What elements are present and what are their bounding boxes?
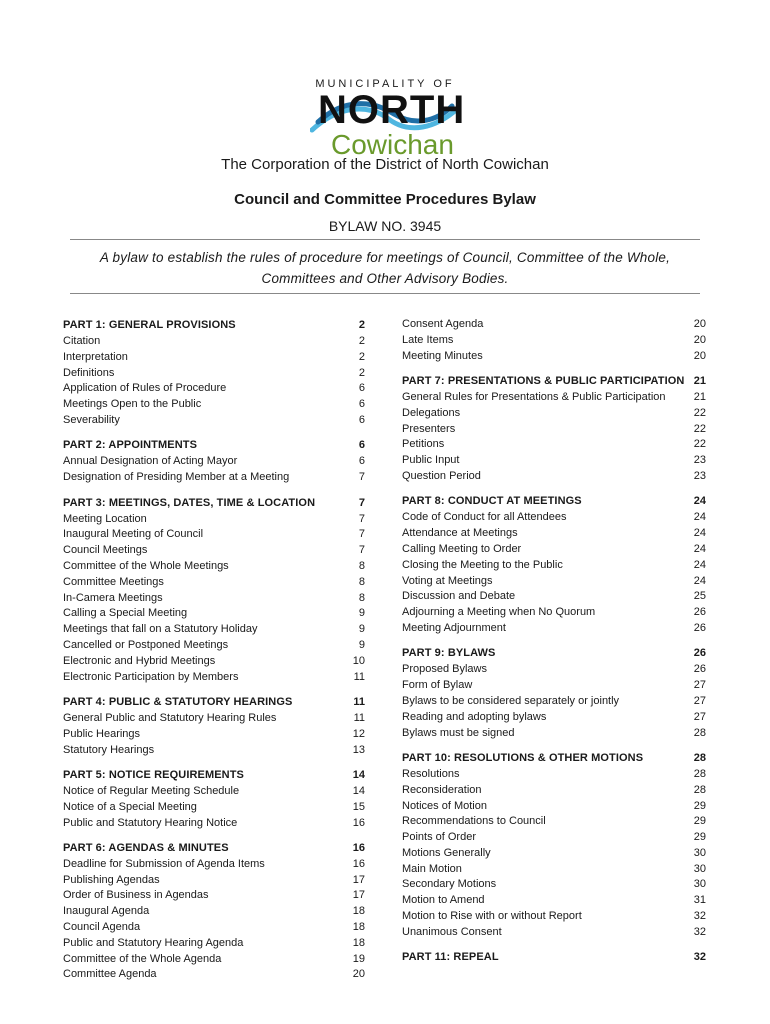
toc-entry-label: Bylaws to be considered separately or jointly [402, 694, 620, 707]
toc-part-heading [402, 949, 706, 966]
toc-entry [63, 397, 365, 413]
toc-entry-label: Council Meetings [63, 544, 148, 557]
toc-entry-page-number: 8 [358, 575, 365, 588]
toc-entry-label: Annual Designation of Acting Mayor [63, 455, 238, 468]
toc-section [402, 750, 706, 941]
toc-entry-label: Definitions [63, 366, 115, 379]
toc-entry-label: General Rules for Presentations & Public Participation [402, 390, 666, 403]
toc-entry-label: Discussion and Debate [402, 590, 516, 603]
toc-entry-label: Committee of the Whole Meetings [63, 559, 229, 572]
toc-part-heading [63, 767, 365, 784]
toc-entry [63, 527, 365, 543]
toc-part-heading-page-number: 14 [352, 768, 365, 781]
toc-part-heading-page-number: 32 [693, 951, 706, 964]
toc-section [402, 493, 706, 636]
toc-entry-label: Designation of Presiding Member at a Meeting [63, 471, 290, 484]
toc-part-heading-label: PART 7: PRESENTATIONS & PUBLIC PARTICIPATION [402, 374, 685, 387]
toc-entry [402, 830, 706, 846]
toc-entry [402, 574, 706, 590]
toc-entry-label: Attendance at Meetings [402, 527, 518, 540]
toc-entry-label: Motion to Amend [402, 894, 485, 907]
toc-part-heading-page-number: 2 [358, 319, 365, 331]
bylaw-description: A bylaw to establish the rules of procedure for meetings of Council, Committee of the Whole, Committees and Other Advisory Bodies. [99, 250, 671, 286]
toc-entry [63, 591, 365, 607]
toc-entry [402, 846, 706, 862]
toc-part-heading [402, 645, 706, 662]
toc-entry [402, 558, 706, 574]
toc-entry-page-number: 7 [358, 471, 365, 484]
toc-entry-page-number: 9 [358, 623, 365, 636]
toc-part-heading [63, 495, 365, 512]
toc-entry-label: Secondary Motions [402, 878, 497, 891]
toc-entry-page-number: 27 [693, 679, 706, 692]
corporation-name: The Corporation of the District of North Cowichan [221, 156, 549, 173]
toc-entry-page-number: 14 [352, 784, 365, 797]
toc-entry-label: Notice of a Special Meeting [63, 800, 197, 813]
toc-part-heading-label: PART 2: APPOINTMENTS [63, 439, 198, 452]
toc-entry-label: Interpretation [63, 350, 128, 363]
toc-entry [402, 333, 706, 349]
toc-entry-label: Petitions [402, 438, 445, 451]
toc-entry-page-number: 16 [352, 816, 365, 829]
toc-entry [402, 437, 706, 453]
logo-municipality-text: MUNICIPALITY OF [315, 78, 455, 90]
toc-entry-page-number: 20 [352, 968, 365, 981]
toc-part-heading-label: PART 6: AGENDAS & MINUTES [63, 841, 229, 854]
toc-entry [63, 575, 365, 591]
toc-entry-label: Severability [63, 413, 120, 426]
toc-entry-page-number: 9 [358, 638, 365, 651]
toc-entry-page-number: 7 [358, 544, 365, 557]
toc-entry [63, 800, 365, 816]
toc-part-heading-label: PART 5: NOTICE REQUIREMENTS [63, 768, 244, 781]
toc-entry-label: Committee Agenda [63, 968, 157, 981]
toc-entry [402, 814, 706, 830]
toc-entry-page-number: 7 [358, 528, 365, 541]
toc-entry [402, 317, 706, 333]
toc-entry [63, 559, 365, 575]
toc-part-heading-label: PART 11: REPEAL [402, 951, 499, 964]
toc-entry [402, 390, 706, 406]
toc-entry-label: Electronic Participation by Members [63, 670, 239, 683]
toc-right-column [402, 317, 706, 975]
toc-entry [63, 967, 365, 983]
toc-entry-label: Presenters [402, 422, 456, 435]
toc-entry [63, 350, 365, 366]
logo-north-text: NORTH [318, 88, 466, 132]
toc-entry-page-number: 11 [353, 711, 365, 724]
toc-entry-page-number: 20 [693, 349, 706, 362]
toc-part-heading-label: PART 9: BYLAWS [402, 647, 496, 660]
toc-entry-label: Inaugural Meeting of Council [63, 528, 204, 541]
toc-entry-page-number: 30 [693, 878, 706, 891]
toc-entry-label: Public Input [402, 454, 460, 467]
toc-entry-page-number: 17 [352, 889, 365, 902]
toc-section [63, 840, 365, 983]
toc-entry-label: Voting at Meetings [402, 574, 493, 587]
toc-entry-page-number: 18 [352, 905, 365, 918]
toc-entry-label: Recommendations to Council [402, 815, 546, 828]
toc-entry-page-number: 20 [693, 333, 706, 346]
toc-entry [63, 638, 365, 654]
toc-entry-label: Order of Business in Agendas [63, 889, 209, 902]
toc-entry-label: Notices of Motion [402, 799, 487, 812]
toc-entry-label: Public and Statutory Hearing Notice [63, 816, 238, 829]
toc-entry-label: Proposed Bylaws [402, 663, 487, 676]
toc-entry-label: Public and Statutory Hearing Agenda [63, 936, 244, 949]
toc-entry-page-number: 29 [693, 815, 706, 828]
toc-entry-label: Council Agenda [63, 921, 141, 934]
toc-entry-page-number: 20 [693, 318, 706, 330]
toc-entry [402, 621, 706, 637]
toc-entry-label: Main Motion [402, 862, 462, 875]
toc-entry [63, 470, 365, 486]
toc-entry [402, 605, 706, 621]
toc-entry-page-number: 2 [358, 366, 365, 379]
toc-entry-label: Reconsideration [402, 783, 482, 796]
toc-section [402, 317, 706, 364]
toc-section [63, 437, 365, 486]
toc-entry [63, 857, 365, 873]
toc-entry [63, 888, 365, 904]
toc-entry-page-number: 16 [352, 857, 365, 870]
toc-entry-page-number: 22 [693, 438, 706, 451]
toc-entry-page-number: 11 [353, 670, 365, 683]
toc-entry-label: Committee Meetings [63, 575, 164, 588]
toc-entry-page-number: 22 [693, 422, 706, 435]
toc-entry-page-number: 21 [693, 390, 706, 403]
toc-entry-label: Motions Generally [402, 846, 491, 859]
toc-entry [63, 654, 365, 670]
toc-entry [63, 920, 365, 936]
toc-entry-page-number: 24 [693, 574, 706, 587]
toc-entry-label: Points of Order [402, 831, 476, 844]
toc-entry-page-number: 17 [352, 873, 365, 886]
toc-part-heading-page-number: 16 [352, 841, 365, 854]
toc-part-heading [402, 750, 706, 767]
toc-entry [63, 743, 365, 759]
toc-section [63, 694, 365, 758]
toc-entry-page-number: 31 [693, 894, 706, 907]
toc-entry-page-number: 8 [358, 591, 365, 604]
toc-entry [402, 862, 706, 878]
toc-entry [402, 662, 706, 678]
toc-entry [63, 784, 365, 800]
toc-entry-page-number: 30 [693, 846, 706, 859]
toc-entry-page-number: 6 [358, 398, 365, 411]
toc-entry-page-number: 6 [358, 413, 365, 426]
document-title: Council and Committee Procedures Bylaw [234, 191, 536, 208]
toc-entry [402, 589, 706, 605]
toc-entry [402, 453, 706, 469]
divider-bottom [70, 293, 700, 294]
toc-entry-page-number: 29 [693, 799, 706, 812]
toc-entry [63, 334, 365, 350]
toc-entry-label: Meetings Open to the Public [63, 398, 202, 411]
toc-entry-label: Electronic and Hybrid Meetings [63, 654, 216, 667]
toc-part-heading-label: PART 4: PUBLIC & STATUTORY HEARINGS [63, 695, 293, 708]
toc-part-heading-label: PART 10: RESOLUTIONS & OTHER MOTIONS [402, 751, 644, 764]
toc-entry [63, 873, 365, 889]
toc-part-heading-page-number: 28 [693, 751, 706, 764]
toc-entry-label: Meeting Minutes [402, 349, 483, 362]
toc-entry-label: Reading and adopting bylaws [402, 710, 547, 723]
toc-part-heading [402, 493, 706, 510]
toc-entry [402, 799, 706, 815]
toc-entry-label: Consent Agenda [402, 318, 484, 330]
toc-entry [402, 925, 706, 941]
toc-entry [63, 952, 365, 968]
toc-entry [63, 711, 365, 727]
toc-section [402, 373, 706, 485]
toc-entry-label: Adjourning a Meeting when No Quorum [402, 606, 596, 619]
toc-entry [402, 469, 706, 485]
toc-entry-page-number: 24 [693, 527, 706, 540]
toc-entry-page-number: 6 [358, 382, 365, 395]
toc-entry [402, 422, 706, 438]
toc-entry-page-number: 18 [352, 936, 365, 949]
toc-entry-page-number: 19 [352, 952, 365, 965]
toc-entry-page-number: 26 [693, 606, 706, 619]
toc-entry-page-number: 32 [693, 925, 706, 938]
toc-entry [63, 606, 365, 622]
toc-entry [63, 381, 365, 397]
toc-entry-page-number: 26 [693, 621, 706, 634]
toc-entry [402, 510, 706, 526]
divider-top [70, 239, 700, 240]
toc-entry-page-number: 9 [358, 607, 365, 620]
toc-entry-label: Meeting Adjournment [402, 621, 506, 634]
toc-part-heading-label: PART 3: MEETINGS, DATES, TIME & LOCATION [63, 496, 316, 509]
toc-part-heading [63, 840, 365, 857]
toc-part-heading [63, 317, 365, 334]
toc-entry-page-number: 12 [352, 727, 365, 740]
toc-entry-page-number: 15 [352, 800, 365, 813]
toc-entry-page-number: 18 [352, 921, 365, 934]
toc-entry-page-number: 23 [693, 469, 706, 482]
toc-entry-page-number: 24 [693, 558, 706, 571]
toc-entry [402, 783, 706, 799]
toc-entry-page-number: 24 [693, 542, 706, 555]
toc-section [402, 645, 706, 741]
toc-part-heading [63, 437, 365, 454]
toc-entry-label: General Public and Statutory Hearing Rules [63, 711, 277, 724]
toc-part-heading-page-number: 7 [358, 496, 365, 509]
toc-entry-label: Statutory Hearings [63, 743, 155, 756]
toc-entry-label: Form of Bylaw [402, 679, 473, 692]
toc-entry-label: Notice of Regular Meeting Schedule [63, 784, 240, 797]
toc-entry [63, 727, 365, 743]
toc-entry-page-number: 24 [693, 511, 706, 524]
toc-part-heading-page-number: 24 [693, 495, 706, 508]
toc-entry [63, 454, 365, 470]
toc-part-heading [63, 694, 365, 711]
toc-entry [402, 726, 706, 742]
toc-entry [402, 678, 706, 694]
toc-entry-label: In-Camera Meetings [63, 591, 163, 604]
toc-entry [402, 909, 706, 925]
toc-entry-page-number: 29 [693, 831, 706, 844]
bylaw-number: BYLAW NO. 3945 [328, 218, 442, 234]
toc-entry [63, 543, 365, 559]
toc-section [402, 949, 706, 966]
toc-entry-page-number: 7 [358, 512, 365, 525]
toc-entry-label: Deadline for Submission of Agenda Items [63, 857, 265, 870]
toc-entry-label: Citation [63, 335, 101, 347]
toc-entry-label: Bylaws must be signed [402, 726, 515, 739]
toc-entry [402, 349, 706, 365]
toc-entry [63, 670, 365, 686]
toc-part-heading-page-number: 11 [353, 695, 365, 708]
toc-entry-page-number: 22 [693, 406, 706, 419]
toc-part-heading [402, 373, 706, 390]
toc-entry [402, 710, 706, 726]
toc-entry-page-number: 28 [693, 767, 706, 780]
toc-entry [402, 406, 706, 422]
toc-entry [402, 694, 706, 710]
toc-entry [402, 542, 706, 558]
toc-entry-label: Question Period [402, 469, 481, 482]
toc-entry-label: Delegations [402, 406, 461, 419]
toc-entry-page-number: 28 [693, 783, 706, 796]
toc-part-heading-label: PART 8: CONDUCT AT MEETINGS [402, 495, 582, 508]
toc-entry-label: Meetings that fall on a Statutory Holiday [63, 623, 258, 636]
toc-entry [402, 877, 706, 893]
toc-section [63, 317, 365, 429]
toc-entry-label: Cancelled or Postponed Meetings [63, 638, 229, 651]
toc-part-heading-label: PART 1: GENERAL PROVISIONS [63, 319, 236, 331]
toc-entry-page-number: 27 [693, 694, 706, 707]
toc-entry-page-number: 26 [693, 663, 706, 676]
toc-entry-page-number: 8 [358, 559, 365, 572]
toc-part-heading-page-number: 6 [358, 439, 365, 452]
toc-entry-label: Calling a Special Meeting [63, 607, 188, 620]
toc-entry-label: Calling Meeting to Order [402, 542, 522, 555]
toc-entry-page-number: 23 [693, 454, 706, 467]
toc-entry-page-number: 6 [358, 455, 365, 468]
toc-entry-label: Motion to Rise with or without Report [402, 910, 582, 923]
toc-part-heading-page-number: 26 [693, 647, 706, 660]
toc-section [63, 767, 365, 831]
toc-part-heading-page-number: 21 [693, 374, 706, 387]
toc-entry-page-number: 2 [358, 350, 365, 363]
toc-left-column [63, 317, 365, 992]
toc-entry-label: Application of Rules of Procedure [63, 382, 227, 395]
toc-entry [63, 622, 365, 638]
toc-entry [402, 893, 706, 909]
logo-cowichan-text: Cowichan [331, 129, 454, 160]
toc-entry [63, 816, 365, 832]
toc-entry [63, 904, 365, 920]
toc-entry-label: Meeting Location [63, 512, 147, 525]
toc-entry-page-number: 10 [352, 654, 365, 667]
toc-entry-page-number: 28 [693, 726, 706, 739]
toc-entry-page-number: 13 [352, 743, 365, 756]
municipality-logo [0, 78, 770, 160]
toc-entry [402, 526, 706, 542]
toc-entry [63, 512, 365, 528]
toc-entry-page-number: 27 [693, 710, 706, 723]
toc-entry-label: Late Items [402, 333, 454, 346]
toc-entry-page-number: 32 [693, 910, 706, 923]
toc-entry-label: Code of Conduct for all Attendees [402, 511, 567, 524]
toc-entry-label: Publishing Agendas [63, 873, 160, 886]
toc-entry [63, 936, 365, 952]
toc-entry-label: Unanimous Consent [402, 925, 502, 938]
toc-entry [63, 366, 365, 382]
toc-entry-label: Committee of the Whole Agenda [63, 952, 222, 965]
toc-entry [63, 413, 365, 429]
toc-entry-label: Closing the Meeting to the Public [402, 558, 563, 571]
toc-entry-page-number: 30 [693, 862, 706, 875]
toc-entry-page-number: 25 [693, 590, 706, 603]
toc-section [63, 495, 365, 686]
toc-entry-label: Public Hearings [63, 727, 141, 740]
toc-entry [402, 767, 706, 783]
toc-entry-label: Inaugural Agenda [63, 905, 150, 918]
toc-entry-page-number: 2 [358, 335, 365, 347]
toc-entry-label: Resolutions [402, 767, 460, 780]
